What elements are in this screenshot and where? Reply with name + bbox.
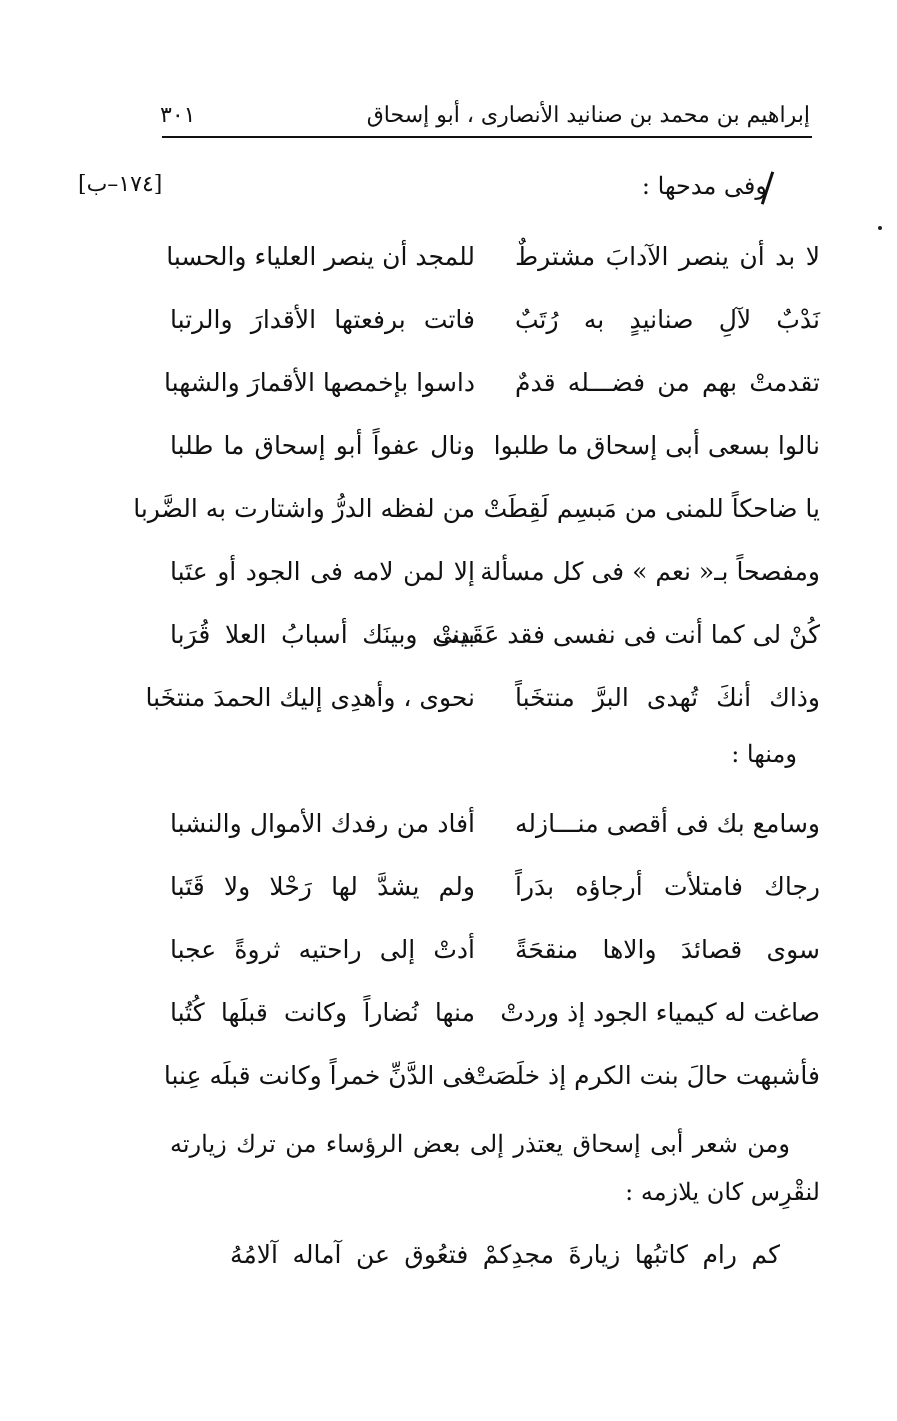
verse-right-hemistich: نَدْبٌ لآلِ صنانيدٍ به رُتَبٌ xyxy=(515,304,820,334)
verse-left-hemistich: داسوا بإخمصها الأقمارَ والشهبا xyxy=(164,367,475,397)
prose-paragraph: ومن شعر أبى إسحاق يعتذر إلى بعض الرؤساء من ترك زيارته لنقْرِس كان يلازمه : xyxy=(170,1130,820,1206)
verse-line xyxy=(145,672,820,722)
verse-left-hemistich: إلا لمن لامه فى الجود أو عتَبا xyxy=(170,556,475,586)
header-rule xyxy=(162,136,812,138)
verse-right-hemistich: سوى قصائدَ والاها منقحَةً xyxy=(515,934,820,964)
verse-left-hemistich: فاتت برفعتها الأقدارَ والرتبا xyxy=(170,304,475,334)
verse-left-hemistich: أدتْ إلى راحتيه ثروةً عجبا xyxy=(170,934,475,964)
verse-line xyxy=(170,987,820,1037)
ink-dot xyxy=(878,226,882,230)
header-title: إبراهيم بن محمد بن صنانيد الأنصارى ، أبو إسحاق xyxy=(366,102,810,128)
verse-right-hemistich: كُنْ لى كما أنت فى نفسى فقد عَقَدتْ xyxy=(435,619,820,649)
subsection-label: ومنها : xyxy=(731,740,797,768)
verse-line xyxy=(170,546,820,596)
running-header xyxy=(160,95,810,135)
section-intro: وفى مدحها : xyxy=(641,172,767,200)
verse-line xyxy=(133,483,820,533)
verse-line xyxy=(163,1050,820,1100)
verse-left-hemistich: للمجد أن ينصر العلياء والحسبا xyxy=(166,241,475,271)
verse-line xyxy=(166,231,820,281)
verse-right-hemistich: نالوا بسعى أبى إسحاق ما طلبوا xyxy=(493,430,820,460)
verse-left-hemistich: بينى وبينَك أسبابُ العلا قُرَبا xyxy=(170,619,475,649)
verse-left-hemistich: نحوى ، وأهدِى إليك الحمدَ منتخَبا xyxy=(145,682,475,712)
verse-right-hemistich: تقدمتْ بهم من فضـــله قدمٌ xyxy=(515,367,820,397)
verse-left-hemistich: من لفظه الدرُّ واشتارت به الضَّربا xyxy=(133,493,475,523)
verse-line xyxy=(170,861,820,911)
verse-left-hemistich: ولم يشدَّ لها رَحْلا ولا قَتَبا xyxy=(170,871,475,901)
verse-right-hemistich: يا ضاحكاً للمنى من مَبسِم لَقِطَتْ xyxy=(483,493,820,523)
verse-line xyxy=(170,420,820,470)
folio-reference: [١٧٤–ب] xyxy=(78,172,163,197)
verse-left-hemistich: منها نُضاراً وكانت قبلَها كُتُبا xyxy=(170,997,475,1027)
page-number: ٣٠١ xyxy=(160,102,196,128)
verse-left-hemistich: فى الدَّنِّ خمراً وكانت قبلَه عِنبا xyxy=(163,1060,475,1090)
verse-right-hemistich: لا بد أن ينصر الآدابَ مشترطٌ xyxy=(515,241,820,271)
verse-left-hemistich: أفاد من رفدك الأموال والنشبا xyxy=(170,808,475,838)
verse-left-hemistich: ونال عفواً أبو إسحاق ما طلبا xyxy=(170,430,475,460)
verse-right-hemistich: صاغت له كيمياء الجود إذ وردتْ xyxy=(500,997,820,1027)
verse-line xyxy=(164,357,820,407)
verse-right-hemistich: ومفصحاً بـ« نعم » فى كل مسألة xyxy=(480,556,820,586)
verse-right-hemistich: وسامع بك فى أقصى منـــازله xyxy=(515,808,820,838)
verse-line xyxy=(170,924,820,974)
verse-line xyxy=(170,798,820,848)
verse-right-hemistich: وذاك أنكَ تُهدى البرَّ منتخَباً xyxy=(515,682,820,712)
final-verse: كم رام كاتبُها زيارةَ مجدِكمْ فتعُوق عن آماله آلامُهُ xyxy=(230,1240,780,1269)
verse-line xyxy=(170,294,820,344)
verse-line xyxy=(170,609,820,659)
verse-right-hemistich: فأشبهت حالَ بنت الكرم إذ خلَصَتْ xyxy=(470,1060,820,1090)
verse-right-hemistich: رجاك فامتلأت أرجاؤه بدَراً xyxy=(515,871,820,901)
